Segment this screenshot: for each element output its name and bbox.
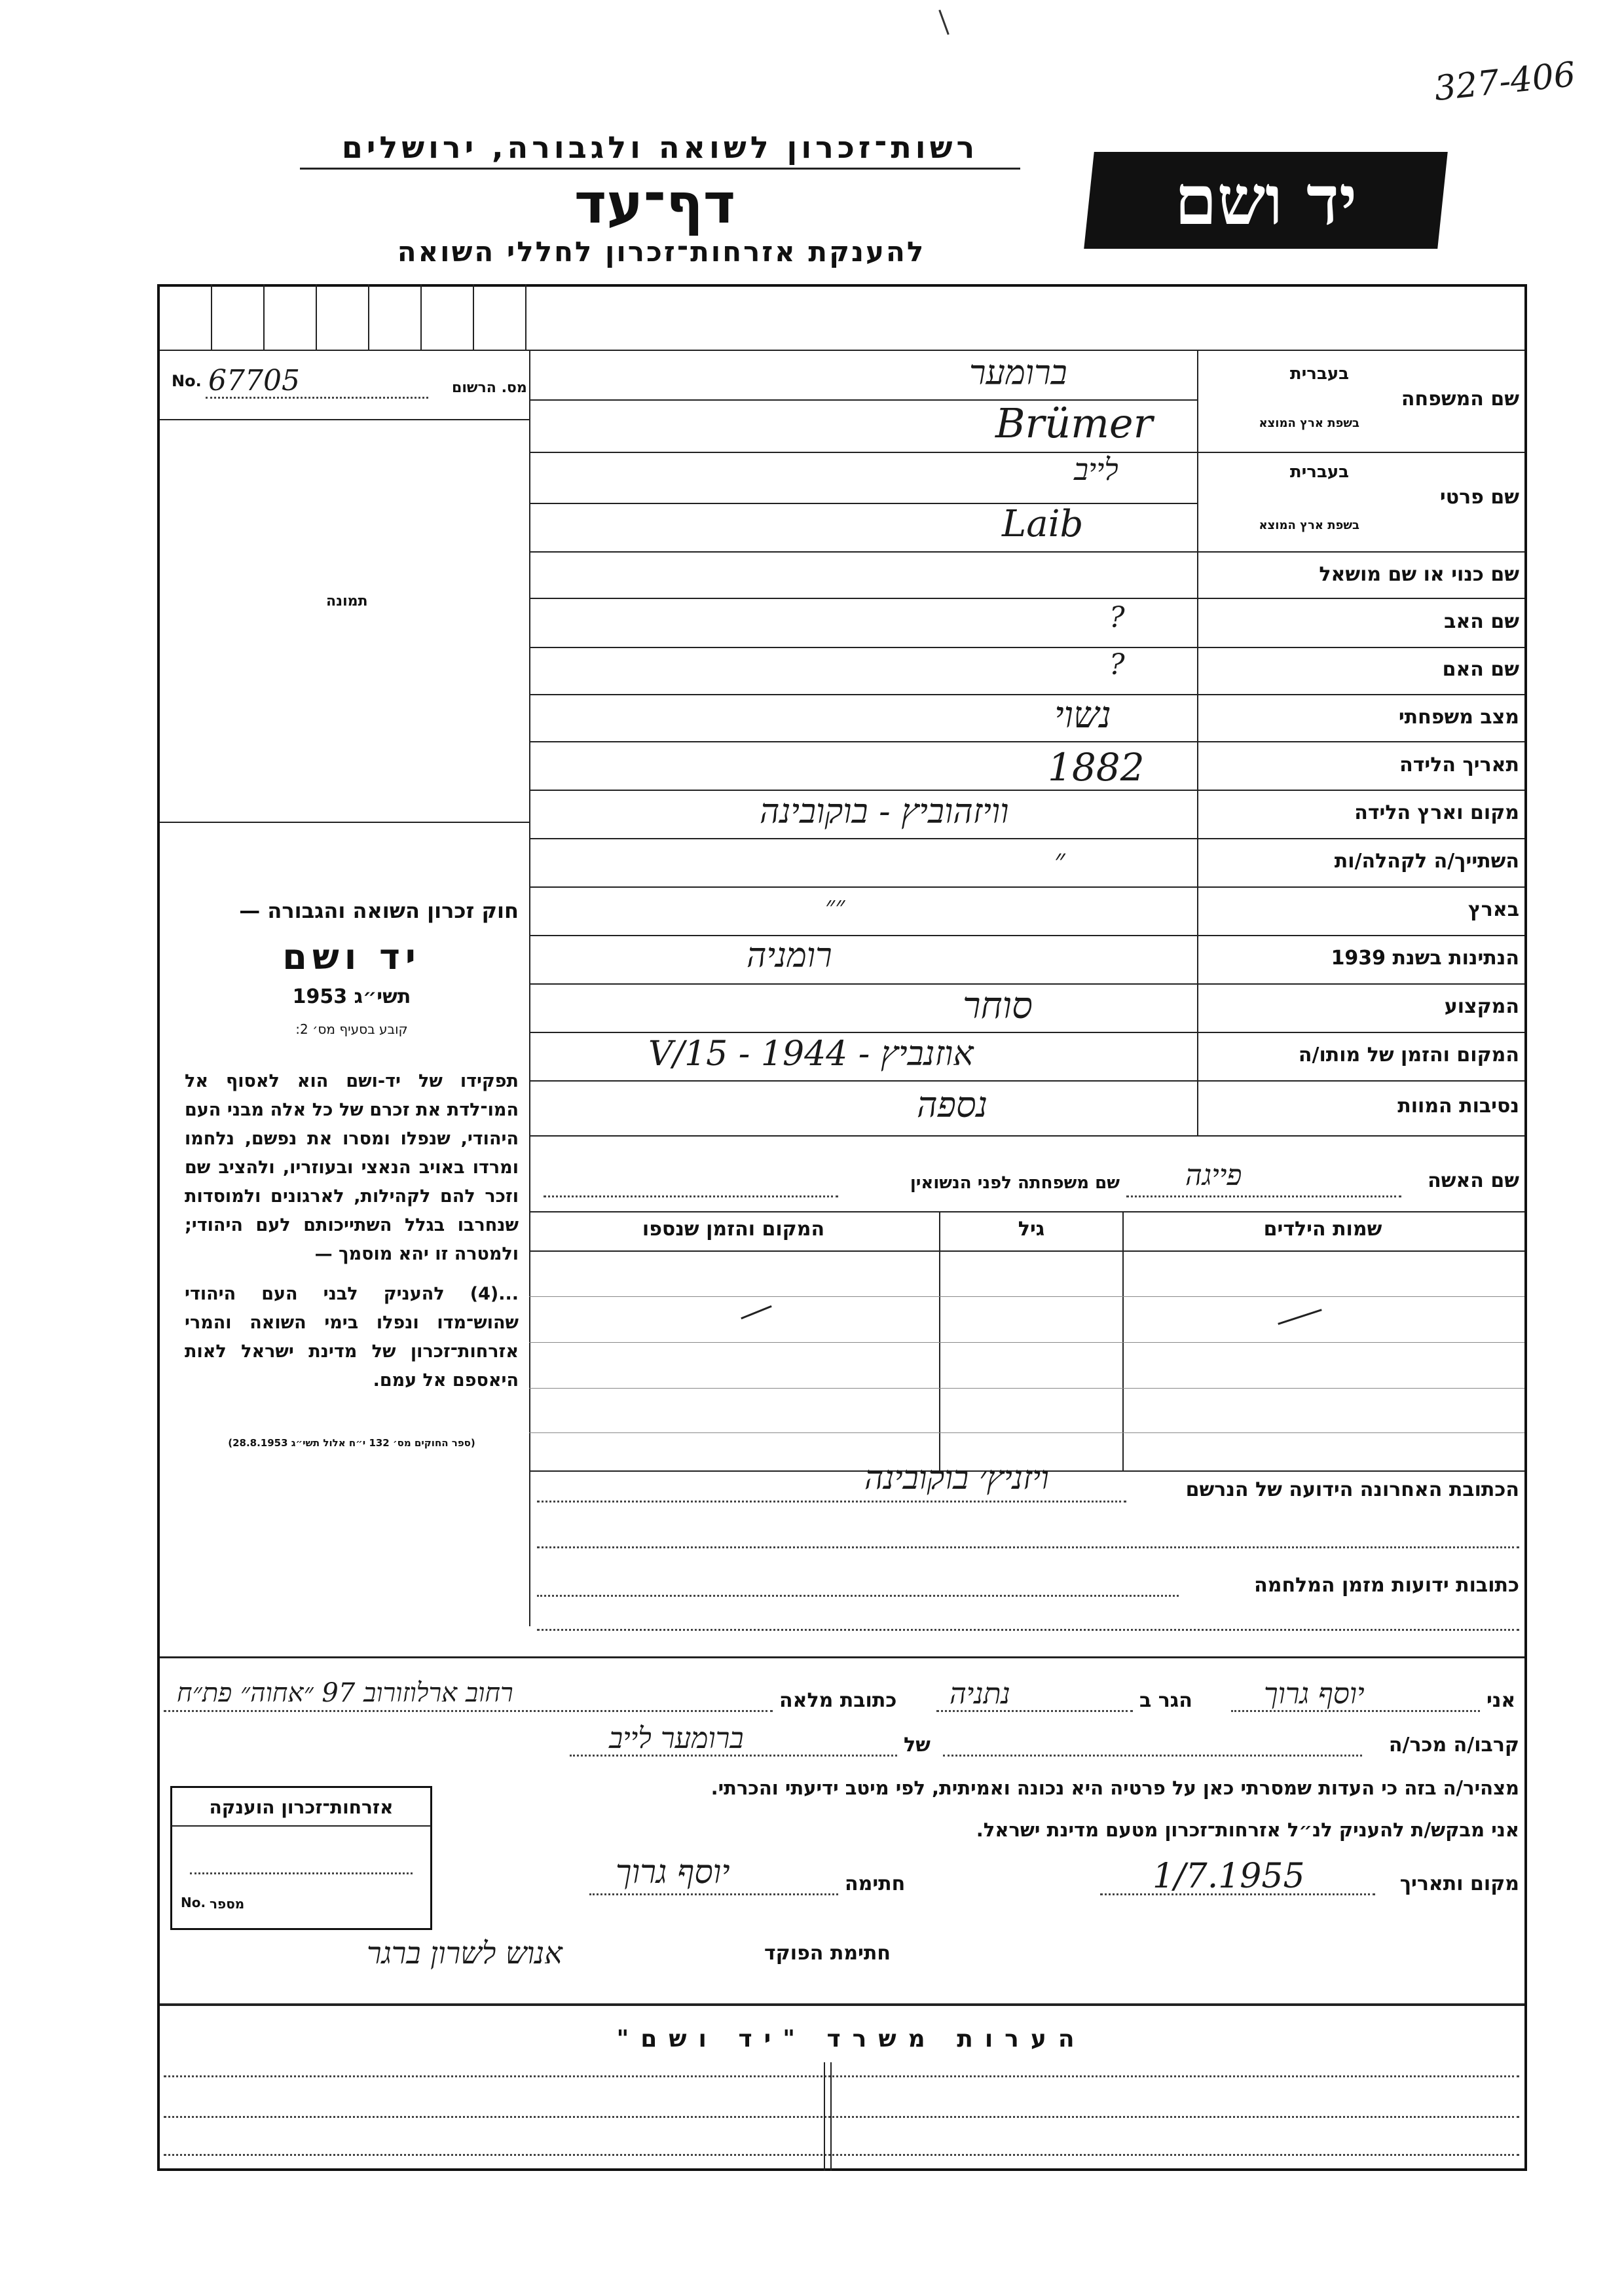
authority-underline — [300, 168, 1020, 170]
family-name-hebrew-sublabel: בעברית — [1289, 364, 1349, 384]
registration-number: 67705 — [208, 364, 300, 397]
profession-label: המקצוע — [1444, 995, 1519, 1018]
mother-value: ? — [1109, 648, 1125, 682]
office-notes-title: הערות משרד "יד ושם" — [616, 2026, 1086, 2052]
citizenship-granted-title: אזרחות־זכרון הוענקה — [209, 1796, 394, 1818]
marital-label: מצב משפחתי — [1398, 706, 1519, 729]
father-value: ? — [1109, 601, 1125, 634]
place-date-label: מקום ותאריך — [1399, 1872, 1519, 1895]
form-subtitle: להענקת אזרחות־זכרון לחללי השואה — [397, 236, 926, 268]
death-cause-value: נספה — [917, 1084, 988, 1125]
law-text-2: ...(4) להעניק לבני העם היהודי שהוש־מדו ונפלו בימי השואה והמרי אזרחות־זכרון של מדינת ישראל לאות היאספם אל עמם. — [185, 1284, 519, 1391]
law-title: חוק זכרון השואה והגבורה — — [239, 898, 519, 923]
code-boxes — [160, 284, 526, 350]
declaration-statement: מצהיר/ה בזה כי העדות שמסרתי כאן על פרטיה היא נכונה ואמיתית, לפי מיטב ידיעתי והכרתי. — [710, 1777, 1519, 1799]
corner-number: 327-406 — [1432, 54, 1578, 109]
declaration-request: אני מבקש/ת להעניק לנ״ל אזרחות־זכרון מטעם מדינת ישראל. — [976, 1819, 1519, 1841]
authority-line: רשות־זכרון לשואה ולגבורה, ירושלים — [341, 130, 979, 165]
first-name-hebrew-sublabel: בעברית — [1289, 462, 1349, 482]
war-addresses-label: כתובות ידועות מזמן המלחמה — [1254, 1574, 1519, 1597]
declarant-name: יוסף גרוך — [1264, 1677, 1365, 1711]
declarant-address: רחוב ארלוזורוב 97 ״אחוה״ פת״ח — [177, 1678, 513, 1708]
wife-value: פייגה — [1185, 1159, 1242, 1192]
country-value: ״״ — [825, 891, 845, 921]
registration-label: מס. הרשום — [452, 380, 527, 396]
office-notes-separator — [160, 2003, 1524, 2006]
declaration-separator — [160, 1656, 1524, 1658]
birth-date-label: תאריך הלידה — [1399, 754, 1519, 776]
registration-no-prefix: No. — [172, 372, 202, 390]
family-name-origin-sublabel: בשפת ארץ המוצא — [1259, 416, 1359, 430]
marital-value: נשוי — [1054, 694, 1111, 737]
mother-label: שם האם — [1442, 658, 1519, 681]
birth-date-value: 1882 — [1048, 745, 1145, 790]
children-place-time-header: המקום והזמן שנספו — [642, 1218, 825, 1241]
of-label: של — [904, 1734, 931, 1757]
relation-label: קרבו/ה מכר/ה — [1388, 1734, 1519, 1757]
left-column-divider — [529, 350, 530, 1626]
relation-value: ברומער לייב — [609, 1722, 744, 1755]
community-label: השתייך/ה לקהלה/ות — [1334, 850, 1519, 873]
declarant-i-label: אני — [1486, 1689, 1516, 1712]
community-value: ״ — [1054, 843, 1065, 877]
yad-vashem-logo-text: יד ושם — [1174, 160, 1357, 240]
children-age-header: גיל — [1018, 1218, 1045, 1241]
citizenship-1939-label: הנתינות בשנת 1939 — [1331, 947, 1519, 970]
label-column-divider — [1197, 350, 1198, 1135]
address-label: כתובת מלאה — [779, 1689, 897, 1712]
birth-place-label: מקום וארץ הלידה — [1354, 801, 1519, 824]
country-label: בארץ — [1467, 898, 1519, 921]
officer-signature-label: חתימת הפוקד — [764, 1942, 891, 1965]
family-name-origin-value: Brümer — [995, 399, 1153, 447]
children-names-header: שמות הילדים — [1263, 1218, 1382, 1241]
last-address-value: ויזניץ׳ בוקובינה — [864, 1459, 1049, 1497]
signature-value: יוסף גרוך — [616, 1853, 730, 1891]
stray-mark — [938, 10, 950, 35]
citizenship-1939-value: רומניה — [747, 936, 832, 975]
officer-signature-value: אנוש לשרון ברגר — [367, 1935, 563, 1971]
place-date-value: 1/7.1955 — [1153, 1857, 1305, 1896]
first-name-origin-value: Laib — [1002, 503, 1084, 545]
wife-maiden-label: שם משפחתה לפני הנשואין — [910, 1173, 1120, 1193]
form-title: דף־עד — [574, 172, 736, 236]
family-name-label: שם המשפחה — [1401, 388, 1519, 410]
death-place-time-value: אוזנביץ - 1944 - 15/V — [648, 1034, 974, 1074]
citizenship-no-prefix: No. — [181, 1895, 206, 1910]
death-place-time-label: המקום והזמן של מותו/ה — [1298, 1044, 1519, 1066]
first-name-label: שם פרטי — [1439, 486, 1519, 509]
birth-place-value: וויזהוביץ - בוקובינה — [760, 792, 1009, 831]
nickname-label: שם כנוי או שם מושאל — [1319, 563, 1519, 586]
office-notes-divider — [824, 2062, 832, 2171]
first-name-hebrew-value: לייב — [1074, 452, 1118, 487]
law-footnote: (ספר החוקים מס׳ 132 י״ח אלול תשי״ג 28.8.1953) — [228, 1437, 475, 1449]
family-name-hebrew-value: ברומער — [969, 354, 1067, 393]
profession-value: סוחר — [963, 985, 1033, 1027]
citizenship-number-label: מספר — [210, 1896, 245, 1912]
first-name-origin-sublabel: בשפת ארץ המוצא — [1259, 519, 1359, 532]
living-label: הגר ב — [1139, 1689, 1192, 1712]
photo-label: תמונה — [326, 593, 368, 610]
wife-label: שם האשה — [1428, 1169, 1519, 1192]
last-address-label: הכתובת האחרונה הידועה של הנרשם — [1185, 1478, 1519, 1501]
law-name: יד ושם — [282, 936, 421, 977]
law-text-1: תפקידו של יד-ושם הוא לאסוף אל המו־לדת את זכרם של כל אלה מבני העם היהודי, שנפלו ומסרו את נפשם, נלחמו ומרדו באויב הנאצי ובעוזריו, ולהציב שם וזכר להם לקהילות, לארגונים ולמוסדות שנחרבו בגלל השתייכותם לעם היהודי; ולמטרה זו יהא מוסמך — — [185, 1071, 519, 1264]
declarant-city: נתניה — [950, 1677, 1010, 1711]
law-clause: קובע בסעיף מס׳ 2: — [295, 1021, 408, 1037]
signature-label: חתימה — [845, 1872, 906, 1895]
law-year: תשי״ג 1953 — [292, 985, 411, 1008]
father-label: שם האב — [1444, 610, 1519, 633]
death-cause-label: נסיבות המוות — [1397, 1095, 1519, 1118]
